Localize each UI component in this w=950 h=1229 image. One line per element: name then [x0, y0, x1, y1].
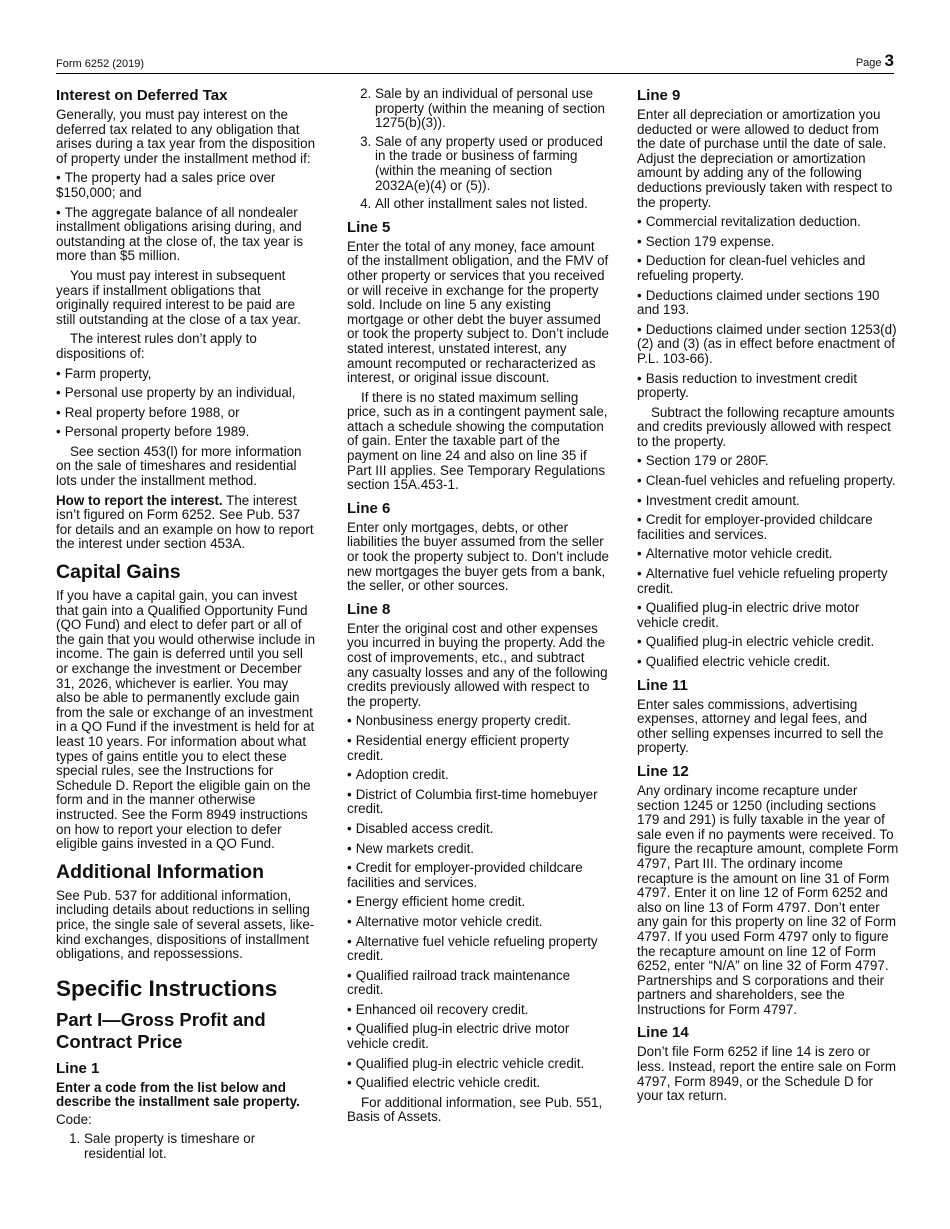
bullet-item: • The property had a sales price over $150,000; and [56, 171, 316, 200]
bullet-item: • Qualified electric vehicle credit. [637, 655, 899, 670]
code-item: 1. Sale property is timeshare or residential lot. [84, 1132, 316, 1161]
paragraph: Any ordinary income recapture under section 1245 or 1250 (including sections 179 and 291) is fully taxable in the year of sale even if no payments were received. To figure the recapture amount, complete Form 4797, Part III. The ordinary income recapture is the amount on line 31 of Form 4797. Enter it on line 12 of Form 6252 and also on line 13 of Form 4797. Don’t enter any gain for this property on line 32 of Form 4797. If you used Form 4797 only to figure the recapture amount on line 12 of Form 6252, enter “N/A” on line 32 of Form 4797. Partnerships and S corporations and their partners and shareholders, see the Instructions for Form 4797. [637, 782, 899, 1017]
bullet-item: • Disabled access credit. [347, 822, 609, 837]
bullet-item: • Deductions claimed under section 1253(d)(2) and (3) (as in effect before enactment of P.L. 103-66). [637, 323, 899, 367]
bullet-item: • Farm property, [56, 367, 316, 382]
code-item: 4. All other installment sales not listed. [375, 197, 609, 212]
paragraph: If you have a capital gain, you can invest that gain into a Qualified Opportunity Fund (QO Fund) and elect to defer part or all of the gain that you would otherwise include in income. The gain is deferred until you sell or exchange the investment or December 31, 2026, whichever is earlier. You may also be able to permanently exclude gain from the sale or exchange of an investment in a QO Fund if the investment is held for at least 10 years. For information about what types of gains entitle you to elect these special rules, see the Instructions for Schedule D. Report the eligible gain on the form and in the manner otherwise instructed. See the Form 8949 instructions on how to report your election to defer eligible gains invested in a QO Fund. [56, 588, 316, 852]
paragraph: Subtract the following recapture amounts and credits previously allowed with respect to the property. [637, 404, 895, 449]
bullet-item: • Nonbusiness energy property credit. [347, 714, 609, 729]
bullet-item: • Qualified plug-in electric drive motor vehicle credit. [347, 1022, 609, 1051]
code-list-continued [347, 87, 609, 212]
bullet-item: • Personal use property by an individual, [56, 386, 316, 401]
bullet-item: • Qualified plug-in electric vehicle credit. [347, 1057, 609, 1072]
paragraph-bold: Enter a code from the list below and describe the installment sale property. [56, 1079, 300, 1110]
bullet-item: • Personal property before 1989. [56, 425, 316, 440]
heading-line-8: Line 8 [347, 600, 391, 618]
bullet-item: • Section 179 expense. [637, 235, 899, 250]
heading-line-6: Line 6 [347, 499, 391, 517]
bullet-item: • Residential energy efficient property credit. [347, 734, 609, 763]
bullet-item: • Energy efficient home credit. [347, 895, 609, 910]
heading-line-9: Line 9 [637, 87, 681, 104]
bullet-item: • Deductions claimed under sections 190 and 193. [637, 289, 899, 318]
paragraph: See section 453(l) for more information on the sale of timeshares and residential lots under the installment method. [56, 443, 302, 489]
bullet-item: • Alternative motor vehicle credit. [637, 547, 899, 562]
column-3 [637, 84, 899, 1109]
heading-specific-instructions: Specific Instructions [56, 975, 278, 1001]
bullet-item: • New markets credit. [347, 842, 609, 857]
bullet-item: • Adoption credit. [347, 768, 609, 783]
heading-line-14: Line 14 [637, 1024, 689, 1042]
page-number-value: 3 [884, 51, 894, 70]
paragraph: The interest rules don’t apply to dispositions of: [56, 331, 257, 361]
bullet-item: • Investment credit amount. [637, 494, 899, 509]
heading-interest-deferred-tax: Interest on Deferred Tax [56, 87, 228, 104]
paragraph: Generally, you must pay interest on the deferred tax related to any obligation that arises during a tax year from the disposition of property under the installment method if: [56, 107, 316, 166]
paragraph: Don’t file Form 6252 if line 14 is zero or less. Instead, report the entire sale on Form 4797, Form 8949, or the Schedule D for your tax return. [637, 1044, 897, 1104]
bullet-item: • Alternative motor vehicle credit. [347, 915, 609, 930]
heading-part-1: Part I—Gross Profit and Contract Price [56, 1008, 266, 1052]
paragraph: Enter the total of any money, face amount of the installment obligation, and the FMV of other property or services that you received or will receive in exchange for the property sold. Include on line 5 any existing mortgage or other debt the buyer assumed or took the property subject to. Don’t include stated interest, unstated interest, any amount recomputed or recharacterized as interest, or original issue discount. [347, 238, 610, 386]
bullet-item: • Qualified railroad track maintenance credit. [347, 969, 609, 998]
bullet-item: • Real property before 1988, or [56, 406, 316, 421]
column-2 [347, 84, 609, 1130]
paragraph: Enter the original cost and other expenses you incurred in buying the property. Add the cost of improvements, etc., and subtract any casualty losses and any of the following credits previously allowed with respect to the property. [347, 620, 608, 709]
bullet-item: • Enhanced oil recovery credit. [347, 1003, 609, 1018]
bullet-item: • Qualified plug-in electric vehicle credit. [637, 635, 899, 650]
bullet-item: • Qualified plug-in electric drive motor vehicle credit. [637, 601, 899, 630]
bullet-item: • Deduction for clean-fuel vehicles and refueling property. [637, 254, 899, 283]
bullet-item: • Credit for employer-provided childcare facilities and services. [637, 513, 899, 542]
heading-line-5: Line 5 [347, 218, 391, 236]
column-1 [56, 84, 316, 1167]
page-header [56, 52, 894, 72]
paragraph-how-to-report [56, 494, 316, 552]
code-label: Code: [56, 1111, 92, 1127]
page-number [856, 51, 894, 71]
paragraph: See Pub. 537 for additional information, including details about reductions in selling price, the single sale of several assets, like-kind exchanges, dispositions of installment obligations, and repossessions. [56, 887, 315, 962]
bullet-item: • Qualified electric vehicle credit. [347, 1076, 609, 1091]
heading-line-12: Line 12 [637, 762, 689, 780]
page-label: Page [855, 57, 882, 69]
bullet-item: • Basis reduction to investment credit property. [637, 372, 899, 401]
heading-capital-gains: Capital Gains [56, 561, 181, 584]
paragraph: Enter sales commissions, advertising expenses, attorney and legal fees, and other selling expenses incurred to sell the property. [637, 696, 884, 756]
paragraph-text: The interest isn’t figured on Form 6252. See Pub. 537 for details and an example on how to report the interest under section 453A. [56, 492, 314, 552]
code-item: 2. Sale by an individual of personal use property (within the meaning of section 1275(b)(3)). [375, 87, 609, 131]
bullet-item: • Clean-fuel vehicles and refueling property. [637, 474, 899, 489]
form-label: Form 6252 (2019) [56, 58, 145, 70]
paragraph: You must pay interest in subsequent years if installment obligations that originally required interest to be paid are still outstanding at the close of a tax year. [56, 267, 301, 327]
heading-line-1: Line 1 [56, 1059, 100, 1077]
paragraph: If there is no stated maximum selling price, such as in a contingent payment sale, attach a schedule showing the computation of gain. Enter the taxable part of the payment on line 24 and also on line 35 if Part III applies. See Temporary Regulations section 15A.453-1. [347, 389, 608, 493]
run-in-heading: How to report the interest. [56, 492, 223, 508]
bullet-item: • The aggregate balance of all nondealer installment obligations arising during, and outstanding at the close of, the tax year is more than $5 million. [56, 206, 316, 264]
bullet-item: • Alternative fuel vehicle refueling property credit. [637, 567, 899, 596]
paragraph: Enter only mortgages, debts, or other liabilities the buyer assumed from the seller or took the property subject to. Don’t include new mortgages the buyer gets from a bank, the seller, or other sources. [347, 519, 610, 594]
header-rule [56, 73, 894, 74]
heading-line-11: Line 11 [637, 676, 688, 694]
paragraph: For additional information, see Pub. 551, Basis of Assets. [347, 1094, 603, 1125]
code-item: 3. Sale of any property used or produced in the trade or business of farming (within the meaning of section 2032A(e)(4) or (5)). [375, 135, 609, 193]
bullet-item: • Credit for employer-provided childcare facilities and services. [347, 861, 609, 890]
code-list [56, 1132, 316, 1161]
bullet-item: • Alternative fuel vehicle refueling property credit. [347, 935, 609, 964]
bullet-item: • District of Columbia first-time homebuyer credit. [347, 788, 609, 817]
bullet-item: • Section 179 or 280F. [637, 454, 899, 469]
paragraph: Enter all depreciation or amortization you deducted or were allowed to deduct from the date of purchase until the date of sale. Adjust the depreciation or amortization amount by adding any of the following deductions previously taken with respect to the property. [637, 107, 893, 210]
heading-additional-information: Additional Information [56, 860, 264, 883]
bullet-item: • Commercial revitalization deduction. [637, 215, 899, 230]
